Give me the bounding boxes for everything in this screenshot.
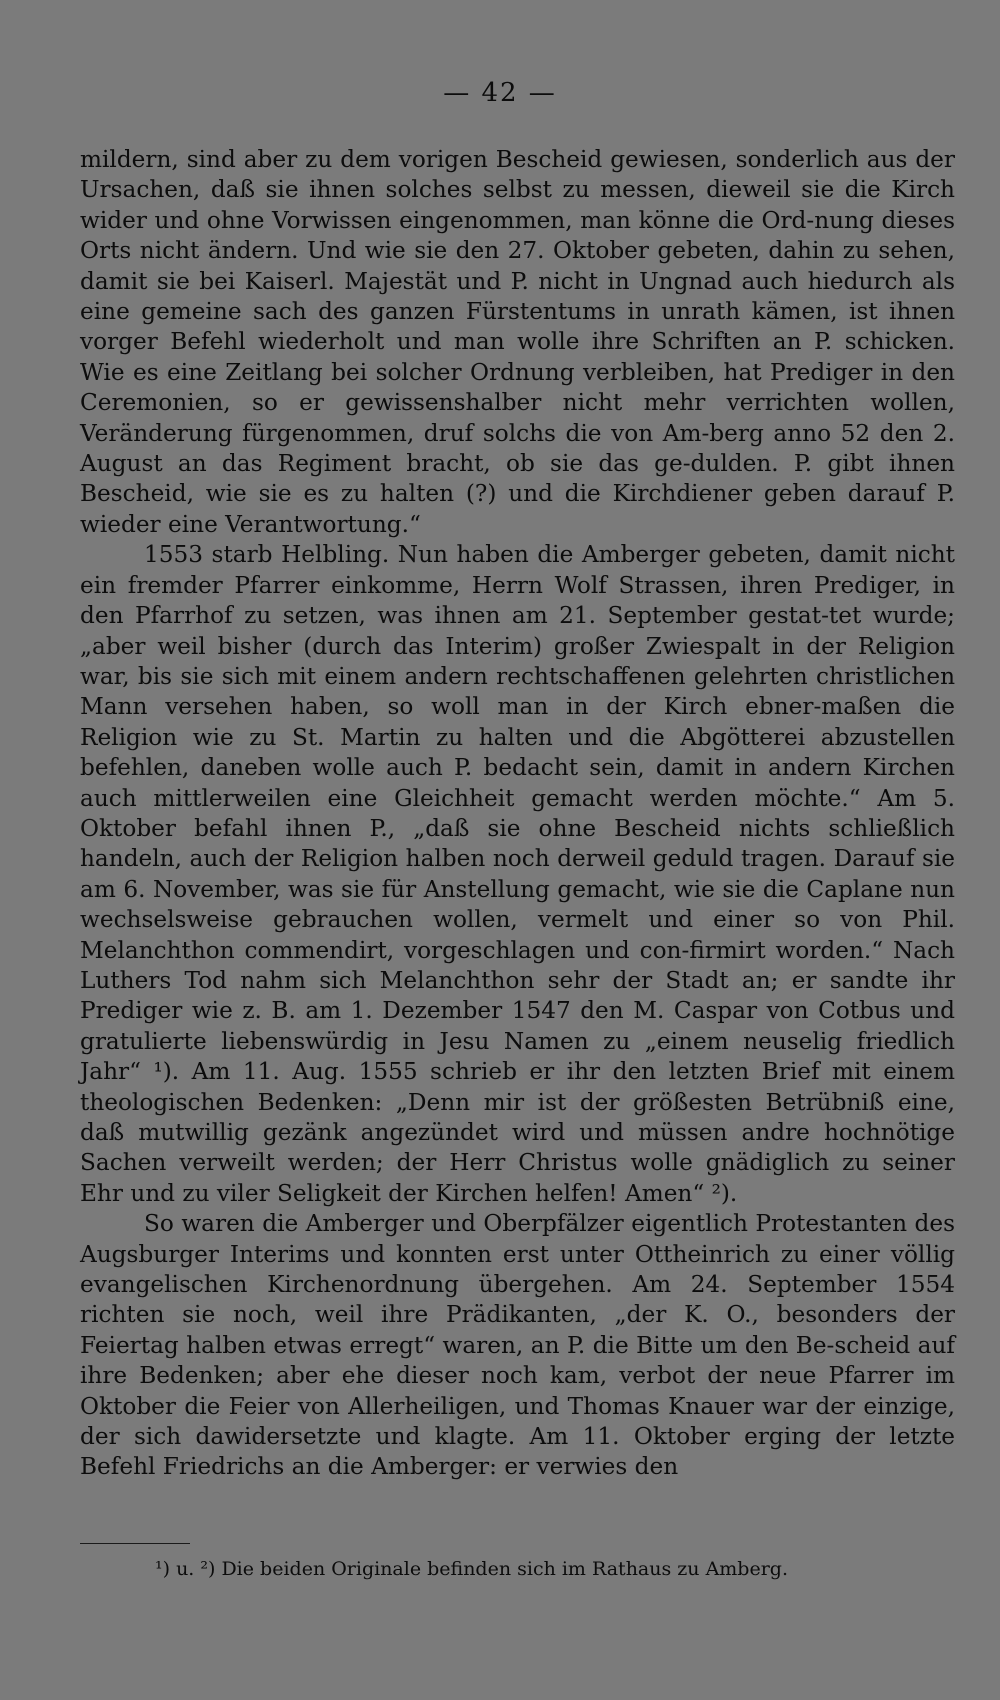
footnote: ¹) u. ²) Die beiden Originale befinden sich im Rathaus zu Amberg. (155, 1558, 789, 1580)
page-number: — 42 — (443, 78, 557, 108)
paragraph-3: So waren die Amberger und Oberpfälzer eigentlich Protestanten des Augsburger Interims und konnten erst unter Ottheinrich zu einer völlig evangelischen Kirchenordnung übergehen. Am 24. September 1554 richten sie noch, weil ihre Prädikanten, „der K. O., besonders der Feiertag halben etwas erregt“ waren, an P. die Bitte um den Be-scheid auf ihre Bedenken; aber ehe dieser noch kam, verbot der neue Pfarrer im Oktober die Feier von Allerheiligen, und Thomas Knauer war der einzige, der sich dawidersetzte und klagte. Am 11. Oktober erging der letzte Befehl Friedrichs an die Amberger: er verwies den (80, 1210, 955, 1481)
body-text (80, 145, 955, 1483)
paragraph-2: 1553 starb Helbling. Nun haben die Amberger gebeten, damit nicht ein fremder Pfarrer einkomme, Herrn Wolf Strassen, ihren Prediger, in den Pfarrhof zu setzen, was ihnen am 21. September gestat-tet wurde; „aber weil bisher (durch das Interim) großer Zwiespalt in der Religion war, bis sie sich mit einem andern rechtschaffenen gelehrten christlichen Mann versehen haben, so woll man in der Kirch ebner-maßen die Religion wie zu St. Martin zu halten und die Abgötterei abzustellen befehlen, daneben wolle auch P. bedacht sein, damit in andern Kirchen auch mittlerweilen eine Gleichheit gemacht werden möchte.“ Am 5. Oktober befahl ihnen P., „daß sie ohne Bescheid nichts schließlich handeln, auch der Religion halben noch derweil geduld tragen. Darauf sie am 6. November, was sie für Anstellung gemacht, wie sie die Caplane nun wechselsweise gebrauchen wollen, vermelt und einer so von Phil. Melanchthon commendirt, vorgeschlagen und con-firmirt worden.“ Nach Luthers Tod nahm sich Melanchthon sehr der Stadt an; er sandte ihr Prediger wie z. B. am 1. Dezember 1547 den M. Caspar von Cotbus und gratulierte liebenswürdig in Jesu Namen zu „einem neuselig friedlich Jahr“ ¹). Am 11. Aug. 1555 schrieb er ihr den letzten Brief mit einem theologischen Bedenken: „Denn mir ist der größesten Betrübniß eine, daß mutwillig gezänk angezündet wird und müssen andre hochnötige Sachen verweilt werden; der Herr Christus wolle gnädiglich zu seiner Ehr und zu viler Seligkeit der Kirchen helfen! Amen“ ²). (80, 541, 955, 1207)
footnote-divider (80, 1543, 190, 1544)
paragraph-1: mildern, sind aber zu dem vorigen Bescheid gewiesen, sonderlich aus der Ursachen, daß sie ihnen solches selbst zu messen, dieweil sie die Kirch wider und ohne Vorwissen eingenommen, man könne die Ord-nung dieses Orts nicht ändern. Und wie sie den 27. Oktober gebeten, dahin zu sehen, damit sie bei Kaiserl. Majestät und P. nicht in Ungnad auch hiedurch als eine gemeine sach des ganzen Fürstentums in unrath kämen, ist ihnen vorger Befehl wiederholt und man wolle ihre Schriften an P. schicken. Wie es eine Zeitlang bei solcher Ordnung verbleiben, hat Prediger in den Ceremonien, so er gewissenshalber nicht mehr verrichten wollen, Veränderung fürgenommen, druf solchs die von Am-berg anno 52 den 2. August an das Regiment bracht, ob sie das ge-dulden. P. gibt ihnen Bescheid, wie sie es zu halten (?) und die Kirchdiener geben darauf P. wieder eine Verantwortung.“ (80, 146, 955, 538)
